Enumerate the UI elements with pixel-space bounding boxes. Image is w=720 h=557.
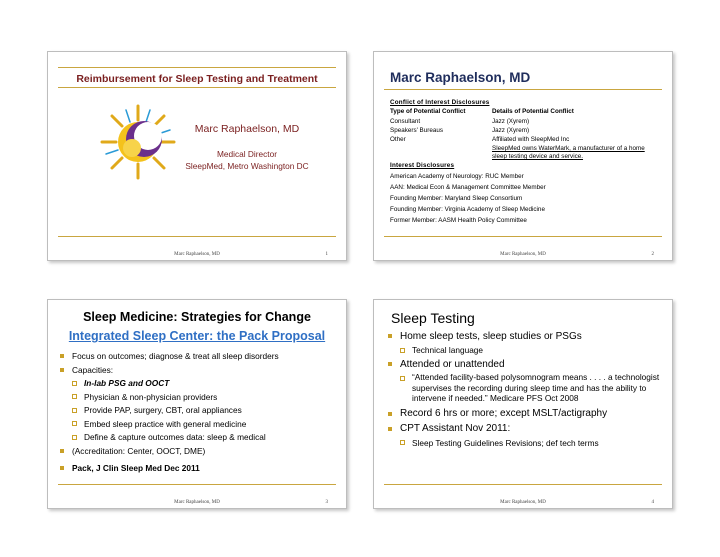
slide-title: Sleep Medicine: Strategies for Change [83, 310, 311, 324]
row-type: Speakers' Bureaus [390, 126, 444, 134]
bullet-text: CPT Assistant Nov 2011: [400, 422, 511, 434]
footer-name: Marc Raphaelson, MD [174, 500, 220, 505]
bullet-text: Sleep Testing Guidelines Revisions; def tech terms [412, 437, 599, 448]
slide-title: Marc Raphaelson, MD [390, 70, 531, 85]
square-bullet-icon [60, 354, 64, 358]
list-item [386, 437, 664, 449]
interest-item: Founding Member: Maryland Sleep Consortium [390, 194, 523, 202]
square-bullet-icon [60, 449, 64, 453]
page-number: 4 [651, 500, 654, 505]
slide-subtitle: Integrated Sleep Center: the Pack Proposal [68, 329, 326, 343]
bullet-text: Embed sleep practice with general medicine [84, 418, 247, 429]
footer-name: Marc Raphaelson, MD [174, 252, 220, 257]
role-title: Medical Director [217, 149, 277, 159]
bullet-text: Home sleep tests, sleep studies or PSGs [400, 331, 582, 342]
row-type: Consultant [390, 117, 421, 125]
hollow-square-icon [72, 394, 77, 399]
list-item [58, 418, 340, 432]
bullet-text: In-lab PSG and OOCT [84, 378, 170, 388]
hollow-square-icon [72, 381, 77, 386]
bullet-text: “Attended facility-based polysomnogram means . . . . a technologist supervises the recording during sleep time and has the ability to intervene if needed.” Medicare PFS Oct 2008 [412, 372, 660, 403]
interest-item: Founding Member: Virginia Academy of Sleep Medicine [390, 205, 545, 213]
square-bullet-icon [388, 334, 392, 338]
list-item [58, 350, 340, 364]
list-item [386, 330, 664, 344]
list-item [386, 421, 664, 437]
list-item [58, 364, 340, 378]
interest-item: Former Member: AASM Health Policy Committee [390, 216, 527, 224]
slide-3 [47, 299, 347, 509]
hollow-square-icon [72, 408, 77, 413]
slide-1 [47, 51, 347, 261]
list-item [58, 377, 340, 391]
footer-rule [384, 236, 662, 237]
hollow-square-icon [72, 421, 77, 426]
square-bullet-icon [60, 466, 64, 470]
list-item [58, 391, 340, 405]
table-header-row [390, 107, 660, 116]
hollow-square-icon [400, 348, 405, 353]
bullet-list [386, 330, 664, 449]
page-number: 2 [651, 252, 654, 257]
table-row [390, 145, 660, 160]
row-type [390, 145, 492, 160]
list-item [58, 431, 340, 445]
title-rule-top [58, 67, 336, 68]
page-number: 1 [325, 252, 328, 257]
square-bullet-icon [388, 362, 392, 366]
title-rule [384, 89, 662, 90]
hollow-square-icon [400, 376, 405, 381]
col-details-header: Details of Potential Conflict [492, 108, 574, 116]
disclosure-table [390, 98, 660, 226]
footer-rule [58, 236, 336, 237]
bullet-text: Record 6 hrs or more; except MSLT/actigraphy [400, 407, 608, 419]
hollow-square-icon [72, 435, 77, 440]
slide-title: Sleep Testing [391, 310, 475, 326]
interest-header: Interest Disclosures [390, 162, 455, 170]
footer-name: Marc Raphaelson, MD [500, 252, 546, 257]
row-details: Affiliated with SleepMed Inc [492, 136, 570, 144]
bullet-text: Pack, J Clin Sleep Med Dec 2011 [72, 463, 200, 473]
presenter-name: Marc Raphaelson, MD [194, 123, 300, 135]
interest-item: AAN: Medical Econ & Management Committee Member [390, 183, 546, 191]
footer-rule [384, 484, 662, 485]
row-details: Jazz (Xyrem) [492, 117, 530, 125]
bullet-text: Physician & non-physician providers [84, 391, 218, 402]
row-type: Other [390, 136, 406, 144]
bullet-text: (Accreditation: Center, OOCT, DME) [72, 445, 206, 456]
list-item [58, 462, 340, 476]
slide-title: Reimbursement for Sleep Testing and Treatment [76, 73, 318, 85]
slide-2 [373, 51, 673, 261]
bullet-text: Focus on outcomes; diagnose & treat all sleep disorders [72, 351, 279, 361]
bullet-text: Capacities: [72, 364, 114, 375]
list-item [386, 372, 664, 404]
table-row [390, 126, 660, 135]
interest-item: American Academy of Neurology: RUC Member [390, 172, 524, 180]
bullet-text: Provide PAP, surgery, CBT, oral appliances [84, 405, 242, 415]
bullet-text: Define & capture outcomes data: sleep & medical [84, 432, 266, 442]
square-bullet-icon [388, 427, 392, 431]
footer-name: Marc Raphaelson, MD [500, 500, 546, 505]
list-item [386, 344, 664, 357]
page-number: 3 [325, 500, 328, 505]
bullet-text: Attended or unattended [400, 359, 505, 370]
table-row [390, 117, 660, 126]
list-item [58, 404, 340, 418]
row-details: SleepMed owns WaterMark, a manufacturer of a home sleep testing device and service. [492, 145, 645, 160]
table-row [390, 135, 660, 144]
list-item [386, 357, 664, 372]
list-item [58, 445, 340, 459]
list-item [386, 407, 664, 421]
role-org: SleepMed, Metro Washington DC [185, 161, 309, 171]
square-bullet-icon [388, 412, 392, 416]
square-bullet-icon [60, 368, 64, 372]
coi-header: Conflict of Interest Disclosures [390, 99, 490, 106]
hollow-square-icon [400, 440, 405, 445]
presenter-role [148, 148, 346, 172]
row-details: Jazz (Xyrem) [492, 126, 530, 134]
title-rule-bottom [58, 87, 336, 88]
bullet-text: Technical language [412, 345, 484, 355]
footer-rule [58, 484, 336, 485]
bullet-list [58, 350, 340, 476]
slide-4 [373, 299, 673, 509]
col-type-header: Type of Potential Conflict [390, 108, 466, 116]
